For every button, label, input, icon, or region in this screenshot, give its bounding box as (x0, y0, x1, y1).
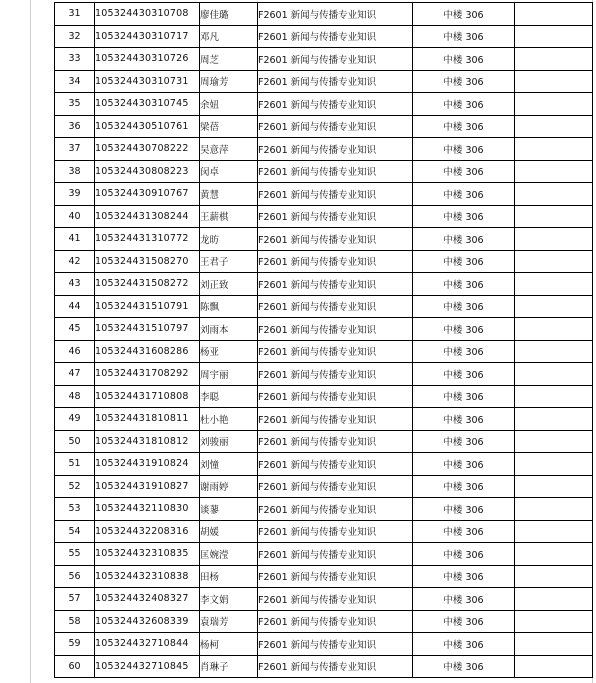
room-cell: 中楼 306 (413, 70, 515, 93)
room-cell: 中楼 306 (413, 588, 515, 611)
blank-cell (515, 655, 593, 678)
name-cell: 杨亚 (200, 340, 258, 363)
name-cell: 刘骏丽 (200, 430, 258, 453)
blank-cell (515, 250, 593, 273)
room-cell: 中楼 306 (413, 498, 515, 521)
subject-cell: F2601 新闻与传播专业知识 (258, 475, 413, 498)
candidate-id-cell: 105324431710808 (95, 385, 200, 408)
room-cell: 中楼 306 (413, 363, 515, 386)
seq-cell: 41 (55, 228, 95, 251)
blank-cell (515, 93, 593, 116)
seq-cell: 44 (55, 295, 95, 318)
candidate-id-cell: 105324432408327 (95, 588, 200, 611)
room-cell: 中楼 306 (413, 160, 515, 183)
blank-cell (515, 453, 593, 476)
table-row (55, 25, 593, 48)
subject-cell: F2601 新闻与传播专业知识 (258, 138, 413, 161)
name-cell: 吴意萍 (200, 138, 258, 161)
blank-cell (515, 498, 593, 521)
seq-cell: 60 (55, 655, 95, 678)
room-cell: 中楼 306 (413, 273, 515, 296)
subject-cell: F2601 新闻与传播专业知识 (258, 588, 413, 611)
blank-cell (515, 543, 593, 566)
room-cell: 中楼 306 (413, 543, 515, 566)
subject-cell: F2601 新闻与传播专业知识 (258, 340, 413, 363)
subject-cell: F2601 新闻与传播专业知识 (258, 93, 413, 116)
table-row (55, 520, 593, 543)
table-row (55, 3, 593, 26)
candidate-id-cell: 105324432110830 (95, 498, 200, 521)
subject-cell: F2601 新闻与传播专业知识 (258, 565, 413, 588)
candidate-id-cell: 105324431810812 (95, 430, 200, 453)
table-row (55, 160, 593, 183)
room-cell: 中楼 306 (413, 453, 515, 476)
blank-cell (515, 363, 593, 386)
table-row (55, 385, 593, 408)
room-cell: 中楼 306 (413, 475, 515, 498)
seq-cell: 56 (55, 565, 95, 588)
table-row (55, 295, 593, 318)
name-cell: 杜小艳 (200, 408, 258, 431)
candidate-id-cell: 105324432310838 (95, 565, 200, 588)
subject-cell: F2601 新闻与传播专业知识 (258, 385, 413, 408)
seq-cell: 42 (55, 250, 95, 273)
blank-cell (515, 295, 593, 318)
blank-cell (515, 610, 593, 633)
subject-cell: F2601 新闻与传播专业知识 (258, 453, 413, 476)
table-row (55, 633, 593, 656)
table-row (55, 543, 593, 566)
subject-cell: F2601 新闻与传播专业知识 (258, 25, 413, 48)
seq-cell: 46 (55, 340, 95, 363)
room-cell: 中楼 306 (413, 25, 515, 48)
name-cell: 陈飘 (200, 295, 258, 318)
table-row (55, 475, 593, 498)
blank-cell (515, 588, 593, 611)
room-cell: 中楼 306 (413, 520, 515, 543)
table-row (55, 48, 593, 71)
subject-cell: F2601 新闻与传播专业知识 (258, 543, 413, 566)
subject-cell: F2601 新闻与传播专业知识 (258, 430, 413, 453)
room-cell: 中楼 306 (413, 340, 515, 363)
table-row (55, 430, 593, 453)
table-row (55, 273, 593, 296)
blank-cell (515, 160, 593, 183)
candidate-id-cell: 105324430310731 (95, 70, 200, 93)
candidate-id-cell: 105324431508272 (95, 273, 200, 296)
seq-cell: 53 (55, 498, 95, 521)
name-cell: 廖佳璐 (200, 3, 258, 26)
blank-cell (515, 340, 593, 363)
room-cell: 中楼 306 (413, 318, 515, 341)
subject-cell: F2601 新闻与传播专业知识 (258, 70, 413, 93)
candidate-id-cell: 105324432608339 (95, 610, 200, 633)
seq-cell: 33 (55, 48, 95, 71)
subject-cell: F2601 新闻与传播专业知识 (258, 363, 413, 386)
room-cell: 中楼 306 (413, 385, 515, 408)
subject-cell: F2601 新闻与传播专业知识 (258, 183, 413, 206)
blank-cell (515, 115, 593, 138)
table-row (55, 318, 593, 341)
table-row (55, 183, 593, 206)
name-cell: 匡婉滢 (200, 543, 258, 566)
seq-cell: 38 (55, 160, 95, 183)
candidate-id-cell: 105324431308244 (95, 205, 200, 228)
seq-cell: 35 (55, 93, 95, 116)
blank-cell (515, 565, 593, 588)
page-left-edge (30, 0, 31, 683)
table-row (55, 205, 593, 228)
seq-cell: 34 (55, 70, 95, 93)
seq-cell: 50 (55, 430, 95, 453)
seq-cell: 52 (55, 475, 95, 498)
table-row (55, 498, 593, 521)
blank-cell (515, 228, 593, 251)
seq-cell: 57 (55, 588, 95, 611)
subject-cell: F2601 新闻与传播专业知识 (258, 250, 413, 273)
candidate-id-cell: 105324430910767 (95, 183, 200, 206)
candidate-id-cell: 105324430310708 (95, 3, 200, 26)
subject-cell: F2601 新闻与传播专业知识 (258, 295, 413, 318)
subject-cell: F2601 新闻与传播专业知识 (258, 273, 413, 296)
room-cell: 中楼 306 (413, 183, 515, 206)
name-cell: 田杨 (200, 565, 258, 588)
name-cell: 王薪棋 (200, 205, 258, 228)
candidate-id-cell: 105324431910824 (95, 453, 200, 476)
room-cell: 中楼 306 (413, 48, 515, 71)
name-cell: 刘正致 (200, 273, 258, 296)
subject-cell: F2601 新闻与传播专业知识 (258, 633, 413, 656)
subject-cell: F2601 新闻与传播专业知识 (258, 205, 413, 228)
room-cell: 中楼 306 (413, 565, 515, 588)
seq-cell: 39 (55, 183, 95, 206)
name-cell: 谈蓼 (200, 498, 258, 521)
room-cell: 中楼 306 (413, 295, 515, 318)
exam-roster-table (54, 2, 593, 678)
blank-cell (515, 3, 593, 26)
name-cell: 闵卓 (200, 160, 258, 183)
seq-cell: 45 (55, 318, 95, 341)
seq-cell: 51 (55, 453, 95, 476)
table-row (55, 363, 593, 386)
table-row (55, 610, 593, 633)
name-cell: 王君子 (200, 250, 258, 273)
room-cell: 中楼 306 (413, 408, 515, 431)
table-row (55, 408, 593, 431)
blank-cell (515, 520, 593, 543)
room-cell: 中楼 306 (413, 205, 515, 228)
blank-cell (515, 408, 593, 431)
candidate-id-cell: 105324432310835 (95, 543, 200, 566)
subject-cell: F2601 新闻与传播专业知识 (258, 655, 413, 678)
table-row (55, 340, 593, 363)
subject-cell: F2601 新闻与传播专业知识 (258, 160, 413, 183)
subject-cell: F2601 新闻与传播专业知识 (258, 498, 413, 521)
subject-cell: F2601 新闻与传播专业知识 (258, 520, 413, 543)
subject-cell: F2601 新闻与传播专业知识 (258, 610, 413, 633)
table-row (55, 228, 593, 251)
candidate-id-cell: 105324431510791 (95, 295, 200, 318)
seq-cell: 37 (55, 138, 95, 161)
blank-cell (515, 205, 593, 228)
table-row (55, 655, 593, 678)
seq-cell: 31 (55, 3, 95, 26)
name-cell: 黄慧 (200, 183, 258, 206)
room-cell: 中楼 306 (413, 430, 515, 453)
subject-cell: F2601 新闻与传播专业知识 (258, 3, 413, 26)
seq-cell: 36 (55, 115, 95, 138)
name-cell: 周宇丽 (200, 363, 258, 386)
seq-cell: 55 (55, 543, 95, 566)
table-row (55, 588, 593, 611)
roster-body (55, 3, 593, 678)
candidate-id-cell: 105324431508270 (95, 250, 200, 273)
blank-cell (515, 430, 593, 453)
seq-cell: 49 (55, 408, 95, 431)
candidate-id-cell: 105324430310726 (95, 48, 200, 71)
seq-cell: 32 (55, 25, 95, 48)
room-cell: 中楼 306 (413, 138, 515, 161)
table-row (55, 453, 593, 476)
room-cell: 中楼 306 (413, 655, 515, 678)
name-cell: 余妞 (200, 93, 258, 116)
table-row (55, 138, 593, 161)
name-cell: 杨柯 (200, 633, 258, 656)
blank-cell (515, 138, 593, 161)
blank-cell (515, 633, 593, 656)
seq-cell: 59 (55, 633, 95, 656)
name-cell: 谢雨婷 (200, 475, 258, 498)
subject-cell: F2601 新闻与传播专业知识 (258, 408, 413, 431)
name-cell: 刘憧 (200, 453, 258, 476)
blank-cell (515, 25, 593, 48)
candidate-id-cell: 105324430510761 (95, 115, 200, 138)
name-cell: 李文娟 (200, 588, 258, 611)
candidate-id-cell: 105324430808223 (95, 160, 200, 183)
candidate-id-cell: 105324431608286 (95, 340, 200, 363)
blank-cell (515, 385, 593, 408)
room-cell: 中楼 306 (413, 610, 515, 633)
room-cell: 中楼 306 (413, 93, 515, 116)
candidate-id-cell: 105324431510797 (95, 318, 200, 341)
subject-cell: F2601 新闻与传播专业知识 (258, 115, 413, 138)
seq-cell: 58 (55, 610, 95, 633)
table-row (55, 70, 593, 93)
name-cell: 周芝 (200, 48, 258, 71)
room-cell: 中楼 306 (413, 250, 515, 273)
candidate-id-cell: 105324431310772 (95, 228, 200, 251)
table-row (55, 115, 593, 138)
candidate-id-cell: 105324432710844 (95, 633, 200, 656)
name-cell: 胡媛 (200, 520, 258, 543)
candidate-id-cell: 105324431910827 (95, 475, 200, 498)
blank-cell (515, 475, 593, 498)
name-cell: 周瑜芳 (200, 70, 258, 93)
name-cell: 刘雨本 (200, 318, 258, 341)
candidate-id-cell: 105324431810811 (95, 408, 200, 431)
subject-cell: F2601 新闻与传播专业知识 (258, 48, 413, 71)
name-cell: 梁蓓 (200, 115, 258, 138)
name-cell: 龙昉 (200, 228, 258, 251)
seq-cell: 54 (55, 520, 95, 543)
candidate-id-cell: 105324430708222 (95, 138, 200, 161)
subject-cell: F2601 新闻与传播专业知识 (258, 318, 413, 341)
seq-cell: 43 (55, 273, 95, 296)
table-row (55, 565, 593, 588)
candidate-id-cell: 105324431708292 (95, 363, 200, 386)
room-cell: 中楼 306 (413, 3, 515, 26)
blank-cell (515, 48, 593, 71)
candidate-id-cell: 105324430310745 (95, 93, 200, 116)
candidate-id-cell: 105324432208316 (95, 520, 200, 543)
blank-cell (515, 183, 593, 206)
subject-cell: F2601 新闻与传播专业知识 (258, 228, 413, 251)
name-cell: 邓凡 (200, 25, 258, 48)
blank-cell (515, 70, 593, 93)
seq-cell: 47 (55, 363, 95, 386)
seq-cell: 48 (55, 385, 95, 408)
name-cell: 袁瑞芳 (200, 610, 258, 633)
table-row (55, 93, 593, 116)
name-cell: 肖琳子 (200, 655, 258, 678)
candidate-id-cell: 105324430310717 (95, 25, 200, 48)
table-row (55, 250, 593, 273)
blank-cell (515, 273, 593, 296)
name-cell: 李聪 (200, 385, 258, 408)
seq-cell: 40 (55, 205, 95, 228)
candidate-id-cell: 105324432710845 (95, 655, 200, 678)
room-cell: 中楼 306 (413, 633, 515, 656)
blank-cell (515, 318, 593, 341)
room-cell: 中楼 306 (413, 228, 515, 251)
room-cell: 中楼 306 (413, 115, 515, 138)
